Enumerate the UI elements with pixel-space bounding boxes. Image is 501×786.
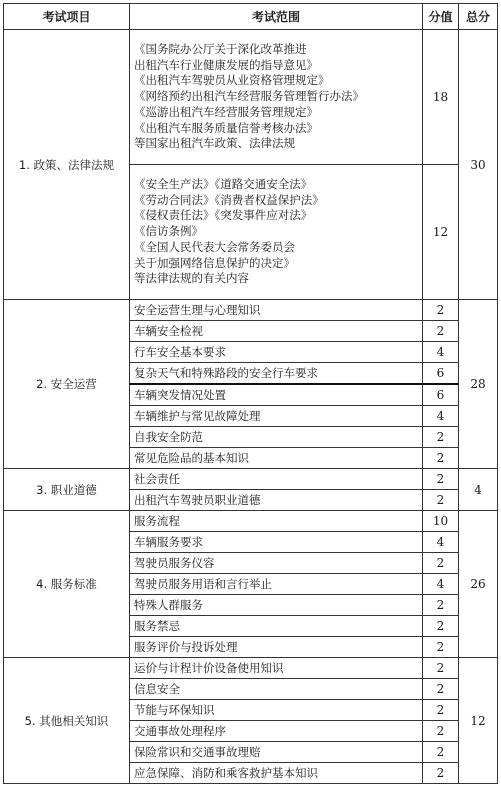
header-total: 总分	[459, 4, 498, 30]
range-cell: 信息安全	[130, 679, 423, 700]
range-cell: 安全运营生理与心理知识	[130, 300, 423, 321]
range-cell: 出租汽车驾驶员职业道德	[130, 490, 423, 511]
range-cell: 特殊人群服务	[130, 595, 423, 616]
header-range: 考试范围	[130, 4, 423, 30]
range-cell: 交通事故处理程序	[130, 721, 423, 742]
score-cell: 4	[423, 342, 459, 363]
score-cell: 2	[423, 553, 459, 574]
score-cell: 12	[423, 165, 459, 300]
score-cell: 2	[423, 742, 459, 763]
range-cell: 保险常识和交通事故理赔	[130, 742, 423, 763]
score-cell: 10	[423, 511, 459, 532]
range-line: 《出租汽车驾驶员从业资格管理规定》	[134, 73, 330, 88]
range-cell-multiline	[130, 30, 423, 165]
range-cell-multiline	[130, 165, 423, 300]
range-cell: 服务评价与投诉处理	[130, 637, 423, 658]
range-cell: 服务流程	[130, 511, 423, 532]
score-cell: 2	[423, 490, 459, 511]
range-cell: 节能与环保知识	[130, 700, 423, 721]
header-row	[4, 4, 498, 30]
score-cell: 2	[423, 637, 459, 658]
range-line: 等国家出租汽车政策、法律法规	[134, 136, 295, 151]
section-name: 4. 服务标准	[4, 511, 130, 658]
range-cell: 车辆安全检视	[130, 321, 423, 342]
score-cell: 2	[423, 763, 459, 784]
total-cell: 28	[459, 300, 498, 469]
total-cell: 12	[459, 658, 498, 784]
range-cell: 社会责任	[130, 469, 423, 490]
range-cell: 车辆突发情况处置	[130, 384, 423, 406]
table-row	[4, 300, 498, 321]
score-cell: 2	[423, 300, 459, 321]
range-line: 出租汽车行业健康发展的指导意见》	[134, 57, 318, 72]
range-line: 《安全生产法》《道路交通安全法》	[134, 176, 313, 191]
range-line: 《侵权责任法》《突发事件应对法》	[134, 208, 313, 223]
range-line: 等法律法规的有关内容	[134, 271, 249, 286]
score-cell: 2	[423, 427, 459, 448]
section-name: 1. 政策、法律法规	[4, 30, 130, 300]
range-cell: 应急保障、消防和乘客救护基本知识	[130, 763, 423, 784]
score-cell: 2	[423, 721, 459, 742]
range-cell: 服务禁忌	[130, 616, 423, 637]
score-cell: 2	[423, 469, 459, 490]
range-cell: 车辆服务要求	[130, 532, 423, 553]
section-name: 2. 安全运营	[4, 300, 130, 469]
range-cell: 驾驶员服务用语和言行举止	[130, 574, 423, 595]
range-line: 《出租汽车服务质量信誉考核办法》	[134, 120, 318, 135]
section-name: 5. 其他相关知识	[4, 658, 130, 784]
score-cell: 4	[423, 532, 459, 553]
total-cell: 26	[459, 511, 498, 658]
range-line: 《网络预约出租汽车经营服务管理暂行办法》	[134, 89, 364, 104]
score-cell: 6	[423, 384, 459, 406]
score-cell: 2	[423, 679, 459, 700]
table-row	[4, 658, 498, 679]
score-cell: 2	[423, 595, 459, 616]
range-line: 《国务院办公厅关于深化改革推进	[134, 41, 307, 56]
range-cell: 复杂天气和特殊路段的安全行车要求	[130, 363, 423, 385]
score-cell: 18	[423, 30, 459, 165]
exam-scope-table	[3, 3, 498, 784]
table-row	[4, 511, 498, 532]
score-cell: 2	[423, 658, 459, 679]
total-cell: 30	[459, 30, 498, 300]
range-line: 《巡游出租汽车经营服务管理规定》	[134, 104, 318, 119]
range-line: 《全国人民代表大会常务委员会	[134, 239, 295, 254]
range-line: 《劳动合同法》《消费者权益保护法》	[134, 192, 324, 207]
score-cell: 4	[423, 406, 459, 427]
table-row	[4, 469, 498, 490]
section-name: 3. 职业道德	[4, 469, 130, 511]
range-cell: 车辆维护与常见故障处理	[130, 406, 423, 427]
score-cell: 2	[423, 448, 459, 469]
range-line: 《信访条例》	[134, 224, 203, 239]
range-cell: 运价与计程计价设备使用知识	[130, 658, 423, 679]
range-cell: 行车安全基本要求	[130, 342, 423, 363]
header-score: 分值	[423, 4, 459, 30]
total-cell: 4	[459, 469, 498, 511]
range-line: 关于加强网络信息保护的决定》	[134, 255, 295, 270]
exam-table-container	[3, 3, 498, 784]
score-cell: 2	[423, 700, 459, 721]
range-cell: 驾驶员服务仪容	[130, 553, 423, 574]
score-cell: 2	[423, 616, 459, 637]
table-row	[4, 30, 498, 165]
header-item: 考试项目	[4, 4, 130, 30]
range-cell: 自我安全防范	[130, 427, 423, 448]
score-cell: 4	[423, 574, 459, 595]
range-cell: 常见危险品的基本知识	[130, 448, 423, 469]
score-cell: 6	[423, 363, 459, 385]
score-cell: 2	[423, 321, 459, 342]
